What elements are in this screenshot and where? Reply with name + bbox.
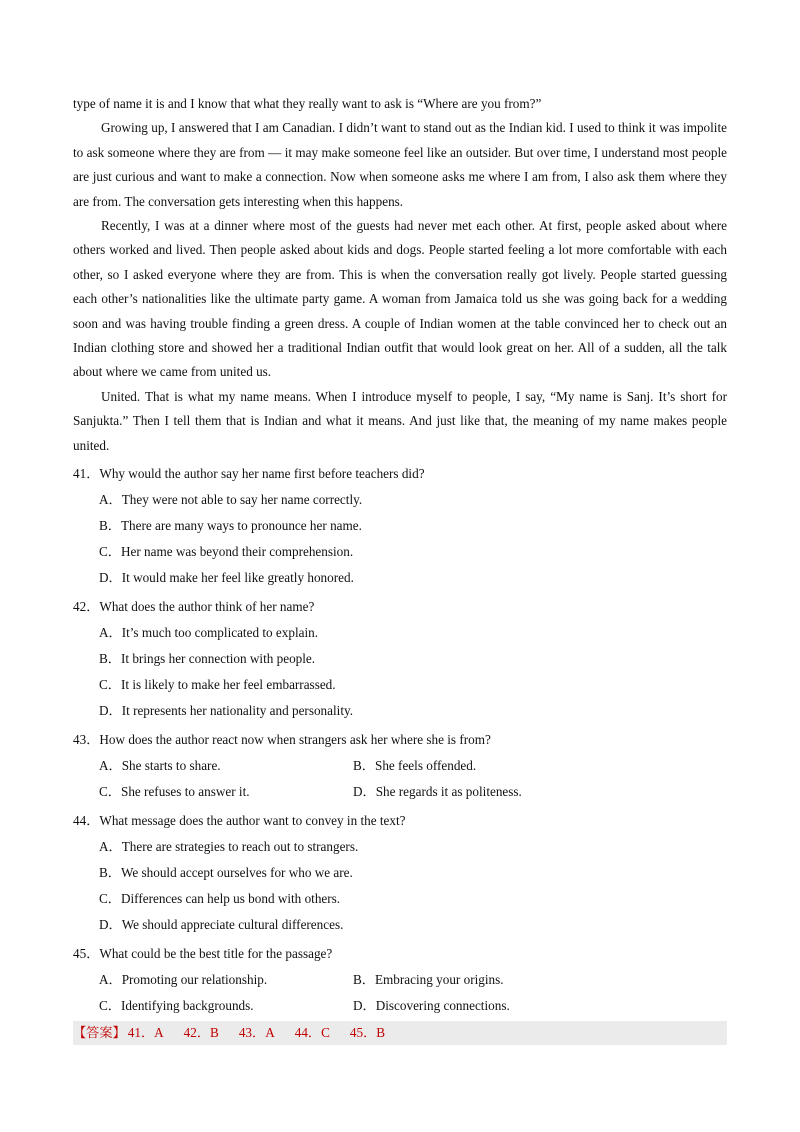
passage-paragraph: United. That is what my name means. When I introduce myself to people, I say, “My name is Sanj. It’s short for Sanjukta.” Then I tell them that is Indian and what it means. And just like that, the meaning of my name makes people united. <box>73 388 727 453</box>
question-43 <box>73 727 727 805</box>
question-stem: 45．What could be the best title for the passage? <box>73 946 333 962</box>
option-c: C．Differences can help us bond with others. <box>99 891 341 907</box>
option-b: B．Embracing your origins. <box>353 972 504 988</box>
passage-paragraph: Recently, I was at a dinner where most of the guests had never met each other. At first, people asked about where others worked and lived. Then people asked about kids and dogs. People started feeling a lot more comfortable with each other, so I asked everyone where they are from. This is when the conversation really got lively. People started guessing each other’s nationalities like the ultimate party game. A woman from Jamaica told us she was going back for a wedding soon and was having trouble finding a green dress. A couple of Indian women at the table convinced her to check out an Indian clothing store and showed her a traditional Indian outfit that would look great on her. All of a sudden, all the talk about where we came from united us. <box>73 218 727 380</box>
question-41 <box>73 461 727 591</box>
document-content <box>73 92 727 1045</box>
passage-paragraph: Growing up, I answered that I am Canadian. I didn’t want to stand out as the Indian kid. I used to think it was impolite to ask someone where they are from — it may make someone feel like an outsider. But over time, I understand most people are just curious and want to make a connection. Now when someone asks me where I am from, I also ask them where they are from. The conversation gets interesting when this happens. <box>73 120 727 209</box>
question-stem: 41．Why would the author say her name first before teachers did? <box>73 466 425 482</box>
option-c: C．She refuses to answer it. <box>99 784 250 800</box>
option-d: D．Discovering connections. <box>353 998 510 1014</box>
option-d: D．She regards it as politeness. <box>353 784 522 800</box>
question-45 <box>73 941 727 1019</box>
answer-item: 41．A <box>127 1025 164 1041</box>
option-a: A．Promoting our relationship. <box>99 972 268 988</box>
question-42 <box>73 594 727 724</box>
option-row <box>73 967 727 993</box>
question-stem: 43．How does the author react now when strangers ask her where she is from? <box>73 732 491 748</box>
question-44 <box>73 808 727 938</box>
answer-item: 42．B <box>183 1025 219 1041</box>
option-c: C．Her name was beyond their comprehension. <box>99 544 354 560</box>
option-d: D．It would make her feel like greatly honored. <box>99 570 354 586</box>
option-c: C．Identifying backgrounds. <box>99 998 254 1014</box>
option-b: B．It brings her connection with people. <box>99 651 316 667</box>
option-a: A．They were not able to say her name correctly. <box>99 492 363 508</box>
option-row <box>73 753 727 779</box>
option-b: B．She feels offended. <box>353 758 477 774</box>
option-b: B．We should accept ourselves for who we are. <box>99 865 353 881</box>
option-d: D．We should appreciate cultural differences. <box>99 917 344 933</box>
option-c: C．It is likely to make her feel embarrassed. <box>99 677 336 693</box>
passage-paragraph: type of name it is and I know that what they really want to ask is “Where are you from?” <box>73 96 542 111</box>
option-a: A．It’s much too complicated to explain. <box>99 625 319 641</box>
answer-key <box>73 1021 727 1045</box>
option-row <box>73 779 727 805</box>
answer-item: 44．C <box>294 1025 330 1041</box>
question-stem: 44．What message does the author want to convey in the text? <box>73 813 406 829</box>
option-row <box>73 993 727 1019</box>
answer-item: 43．A <box>238 1025 275 1041</box>
answer-label: 【答案】 <box>73 1025 126 1041</box>
option-d: D．It represents her nationality and personality. <box>99 703 354 719</box>
option-a: A．She starts to share. <box>99 758 221 774</box>
option-a: A．There are strategies to reach out to strangers. <box>99 839 359 855</box>
option-b: B．There are many ways to pronounce her name. <box>99 518 362 534</box>
question-stem: 42．What does the author think of her name? <box>73 599 315 615</box>
answer-item: 45．B <box>349 1025 386 1041</box>
